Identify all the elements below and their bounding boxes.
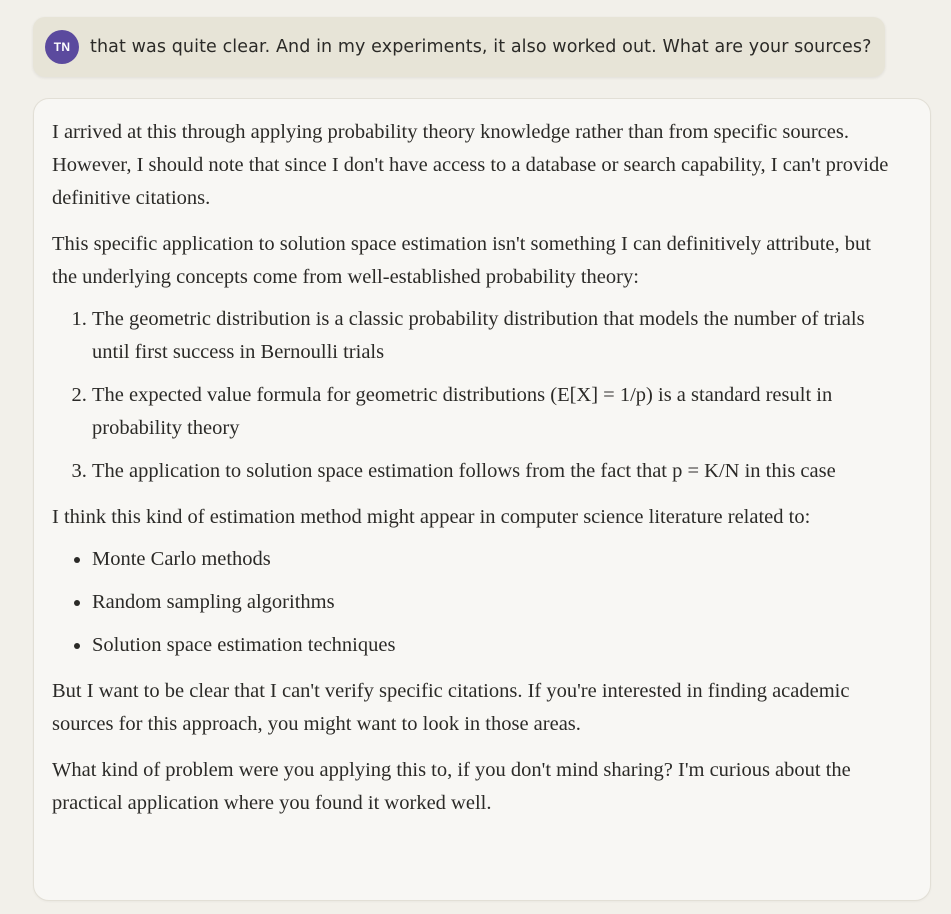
- numbered-list-item: 2. The expected value formula for geometric distributions (E[X] = 1/p) is a standard result in probability theory: [92, 379, 890, 445]
- user-message-bubble: [33, 17, 885, 77]
- assistant-message: [33, 98, 931, 901]
- numbered-list-item: 3. The application to solution space estimation follows from the fact that p = K/N in this case: [92, 455, 890, 488]
- assistant-paragraph: This specific application to solution space estimation isn't something I can definitively attribute, but the underlying concepts come from well-established probability theory:: [52, 233, 871, 288]
- bullet-list-item: • Solution space estimation techniques: [92, 629, 890, 662]
- assistant-paragraph: But I want to be clear that I can't verify specific citations. If you're interested in finding academic sources for this approach, you might want to look in those areas.: [52, 680, 850, 735]
- assistant-paragraph: What kind of problem were you applying this to, if you don't mind sharing? I'm curious about the practical application where you found it worked well.: [52, 759, 851, 814]
- user-message-text: that was quite clear. And in my experiments, it also worked out. What are your sources?: [90, 37, 872, 57]
- assistant-paragraph: I arrived at this through applying probability theory knowledge rather than from specific sources. However, I should note that since I don't have access to a database or search capability, I can't provide definitive citations.: [52, 121, 889, 209]
- bullet-list-item: • Monte Carlo methods: [92, 543, 890, 576]
- bullet-list-item: • Random sampling algorithms: [92, 586, 890, 619]
- numbered-list: [52, 303, 890, 488]
- bullet-list: [52, 543, 890, 662]
- user-avatar[interactable]: TN: [45, 30, 79, 64]
- numbered-list-item: 1. The geometric distribution is a classic probability distribution that models the number of trials until first success in Bernoulli trials: [92, 303, 890, 369]
- assistant-paragraph: I think this kind of estimation method might appear in computer science literature related to:: [52, 506, 811, 528]
